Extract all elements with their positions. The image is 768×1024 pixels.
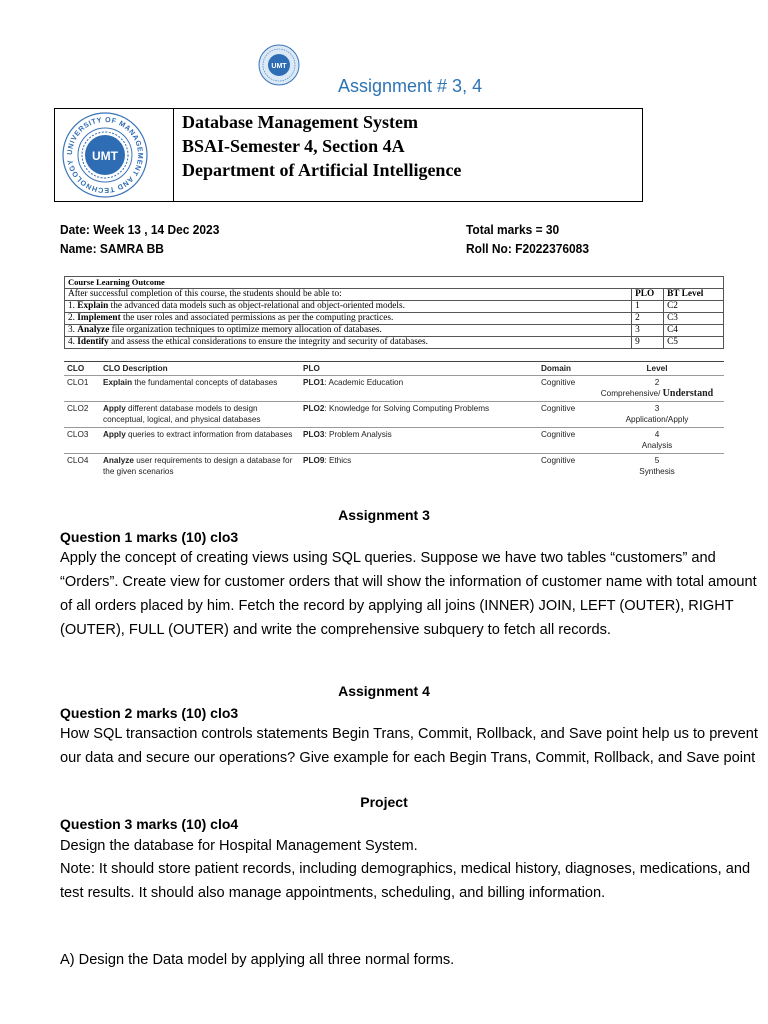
- question-1-heading: Question 1 marks (10) clo3: [60, 529, 239, 545]
- question-1-text: Apply the concept of creating views using SQL queries. Suppose we have two tables “customers” and “Orders”. Create view for customer orders that will show the information of customer name with total amount of all orders placed by him. Fetch the record by applying all joins (INNER) JOIN, LEFT (OUTER), RIGHT (OUTER), FULL (OUTER) and write the comprehensive subquery to fetch all records.: [60, 550, 757, 638]
- col-level: Level: [590, 362, 724, 376]
- col-plo: PLO: [300, 362, 538, 376]
- col-clo: CLO: [64, 362, 100, 376]
- header-divider: [173, 108, 174, 202]
- col-clo-description: CLO Description: [100, 362, 300, 376]
- table-row: CLO3 Apply queries to extract information from databases PLO3: Problem Analysis Cognitive 4 Analysis: [64, 428, 724, 454]
- student-name: Name: SAMRA BB: [60, 241, 164, 256]
- clo-table-title: Course Learning Outcome: [65, 277, 724, 289]
- date-line: Date: Week 13 , 14 Dec 2023: [60, 222, 220, 237]
- question-3-intro: Design the database for Hospital Management System.: [60, 838, 418, 854]
- svg-text:UMT: UMT: [92, 149, 118, 163]
- question-3-note: Note: It should store patient records, including demographics, medical history, diagnoses, medications, and test results. It should also manage appointments, scheduling, and billing information.: [60, 861, 751, 901]
- question-2-text: How SQL transaction controls statements Begin Trans, Commit, Rollback, and Save point help us to prevent our data and secure our operations? Give example for each Begin Trans, Commit, Rollback, and Save point: [60, 726, 758, 766]
- university-logo: [60, 110, 150, 200]
- svg-text:UNIVERSITY OF MANAGEMENT AND T: UNIVERSITY OF MANAGEMENT AND TECHNOLOGY: [64, 114, 146, 196]
- clo-row: 2. Implement the user roles and associated permissions as per the computing practices. 2 C3: [65, 313, 724, 325]
- clo-row: 4. Identify and assess the ethical considerations to ensure the integrity and security of databases. 9 C5: [65, 337, 724, 349]
- question-2-heading: Question 2 marks (10) clo3: [60, 705, 239, 721]
- question-3-heading: Question 3 marks (10) clo4: [60, 816, 239, 832]
- assignment-4-heading: Assignment 4: [338, 683, 430, 699]
- course-learning-outcome-table: [64, 276, 724, 349]
- clo-row: 3. Analyze file organization techniques to optimize memory allocation of databases. 3 C4: [65, 325, 724, 337]
- total-marks: Total marks = 30: [466, 222, 560, 237]
- question-3-item-a: A) Design the Data model by applying all three normal forms.: [60, 952, 455, 968]
- clo-col-plo: PLO: [632, 289, 664, 301]
- clo-intro: After successful completion of this course, the students should be able to:: [65, 289, 632, 301]
- assignment-title: Assignment # 3, 4: [338, 76, 483, 96]
- clo-plo-mapping-table: [64, 361, 724, 479]
- clo-col-bt: BT Level: [664, 289, 724, 301]
- university-logo-small: [258, 44, 300, 86]
- svg-text:UMT: UMT: [271, 63, 287, 70]
- col-domain: Domain: [538, 362, 590, 376]
- department-name: Department of Artificial Intelligence: [182, 160, 462, 180]
- table-row: CLO1 Explain the fundamental concepts of databases PLO1: Academic Education Cognitive 2 Comprehensive/ Understand: [64, 376, 724, 402]
- roll-number: Roll No: F2022376083: [466, 241, 589, 256]
- course-name: Database Management System: [182, 112, 418, 132]
- project-heading: Project: [360, 794, 408, 810]
- program-section: BSAI-Semester 4, Section 4A: [182, 136, 405, 156]
- table-row: CLO4 Analyze user requirements to design a database for the given scenarios PLO9: Ethics Cognitive 5 Synthesis: [64, 454, 724, 480]
- table-row: CLO2 Apply different database models to design conceptual, logical, and physical databases PLO2: Knowledge for Solving Computing Problems Cognitive 3 Application/Apply: [64, 402, 724, 428]
- assignment-3-heading: Assignment 3: [338, 507, 430, 523]
- clo-row: 1. Explain the advanced data models such as object-relational and object-oriented models. 1 C2: [65, 301, 724, 313]
